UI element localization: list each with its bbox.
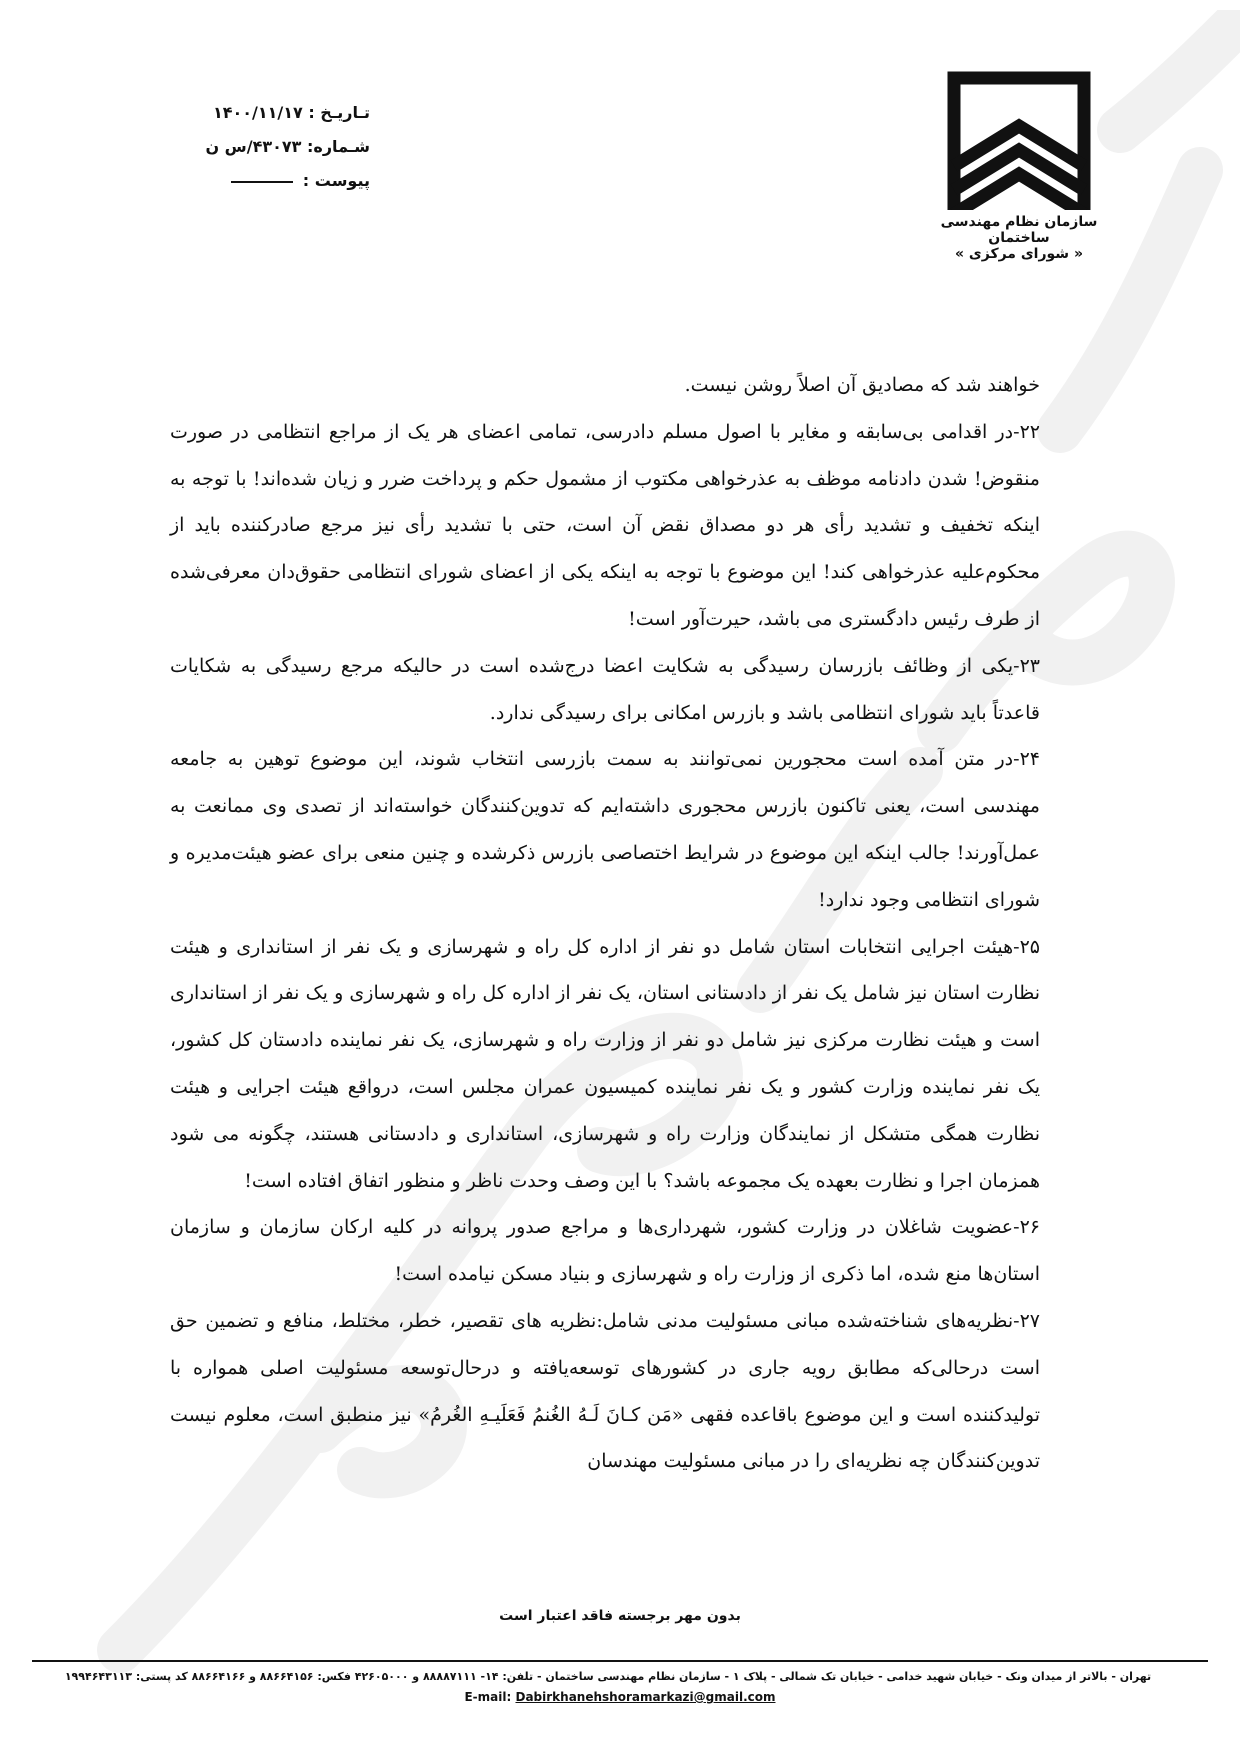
attachment-row	[170, 164, 370, 198]
paragraph-item-22: ۲۲-در اقدامی بی‌سابقه و مغایر با اصول مسلم دادرسی، تمامی اعضای هر یک از مراجع انتظامی در صورت منقوض! شدن دادنامه موظف به عذرخواهی مکتوب از مشمول حکم و پرداخت ضرر و زیان شده‌اند! با توجه به اینکه تخفیف و تشدید رأی هر دو مصداق نقض آن است، حتی با تشدید رأی نیز مرجع صادرکننده باید از محکوم‌علیه عذرخواهی کند! این موضوع با توجه به اینکه یکی از اعضای شورای انتظامی حقوق‌دان معرفی‌شده از طرف رئیس دادگستری می باشد، حیرت‌آور است!	[170, 420, 1040, 630]
org-logo-block	[914, 70, 1124, 262]
org-subtitle: « شورای مرکزی »	[954, 246, 1083, 262]
date-value: ۱۴۰۰/۱۱/۱۷	[212, 103, 303, 122]
attachment-label: پیوست :	[302, 171, 370, 190]
number-value: ۴۳۰۷۳/س ن	[205, 137, 302, 156]
stamp-validity-note: بدون مهر برجسته فاقد اعتبار است	[499, 1608, 741, 1624]
email-address-link[interactable]: Dabirkhanehshoramarkazi@gmail.com	[515, 1690, 776, 1704]
paragraph-item-26: ۲۶-عضویت شاغلان در وزارت کشور، شهرداری‌ها و مراجع صدور پروانه در کلیه ارکان سازمان و سازمان استان‌ها منع شده، اما ذکری از وزارت راه و شهرسازی و بنیاد مسکن نیامده است!	[170, 1216, 1040, 1286]
date-label: تـاریـخ :	[308, 103, 370, 122]
date-row	[170, 96, 370, 130]
number-label: شـماره:	[307, 137, 370, 156]
org-name: سازمان نظام مهندسی ساختمان	[940, 214, 1098, 246]
attachment-blank-line	[231, 181, 293, 183]
letter-body	[170, 362, 1040, 1485]
paragraph-item-23: ۲۳-یکی از وظائف بازرسان رسیدگی به شکایت اعضا درج‌شده است در حالیکه مرجع رسیدگی به شکایات قاعدتاً باید شورای انتظامی باشد و بازرس امکانی برای رسیدگی ندارد.	[170, 654, 1040, 724]
footer-address: تهران - بالاتر از میدان ونک - خیابان شهید خدامی - خیابان تک شمالی - پلاک ۱ - سازمان نظام مهندسی ساختمان - تلفن: ۱۴- ۸۸۸۸۷۱۱۱ و ۴۲۶۰۵۰۰۰ فکس: ۸۸۶۶۴۱۵۶ و ۸۸۶۶۴۱۶۶ کد پستی: ۱۹۹۴۶۴۳۱۱۳	[64, 1670, 1152, 1683]
letter-meta	[170, 96, 370, 198]
number-row	[170, 130, 370, 164]
email-label: E-mail:	[464, 1690, 512, 1704]
footer-divider	[32, 1660, 1208, 1662]
paragraph-item-24: ۲۴-در متن آمده است محجورین نمی‌توانند به سمت بازرسی انتخاب شوند، این موضوع توهین به جامعه مهندسی است، یعنی تاکنون بازرس محجوری داشته‌ایم که تدوین‌کنندگان خواسته‌اند از تصدی وی ممانعت به عمل‌آورند! جالب اینکه این موضوع در شرایط اختصاصی بازرس ذکرشده و چنین منعی برای عضو هیئت‌مدیره و شورای انتظامی وجود ندارد!	[170, 748, 1040, 911]
paragraph-continuation: خواهند شد که مصادیق آن اصلاً روشن نیست.	[684, 374, 1040, 396]
org-logo-icon	[944, 70, 1094, 210]
paragraph-item-27: ۲۷-نظریه‌های شناخته‌شده مبانی مسئولیت مدنی شامل:نظریه های تقصیر، خطر، مختلط، منافع و تضمین حق است درحالی‌که مطابق رویه جاری در کشورهای توسعه‌یافته و درحال‌توسعه مسئولیت اصلی همواره با تولیدکننده است و این موضوع باقاعده فقهی «مَن کـانَ لَـهُ الغُنمُ فَعَلَیـهِ الغُرمُ» نیز منطبق است، معلوم نیست تدوین‌کنندگان چه نظریه‌ای را در مبانی مسئولیت مهندسان	[170, 1309, 1040, 1473]
paragraph-item-25: ۲۵-هیئت اجرایی انتخابات استان شامل دو نفر از اداره کل راه و شهرسازی و یک نفر از استانداری و هیئت نظارت استان نیز شامل یک نفر از دادستانی استان، یک نفر از اداره کل راه و شهرسازی و یک نفر از استانداری است و هیئت نظارت مرکزی نیز شامل دو نفر از وزارت راه و شهرسازی، یک نفر نماینده دادستان کل کشور، یک نفر نماینده وزارت کشور و یک نفر نماینده کمیسیون عمران مجلس است، درواقع هیئت اجرایی و هیئت نظارت همگی متشکل از نمایندگان وزارت راه و شهرسازی، استانداری و دادستانی هستند، چگونه می شود همزمان اجرا و نظارت بعهده یک مجموعه باشد؟ با این وصف وحدت ناظر و منظور اتفاق افتاده است!	[170, 935, 1040, 1192]
footer-email	[0, 1690, 1240, 1704]
